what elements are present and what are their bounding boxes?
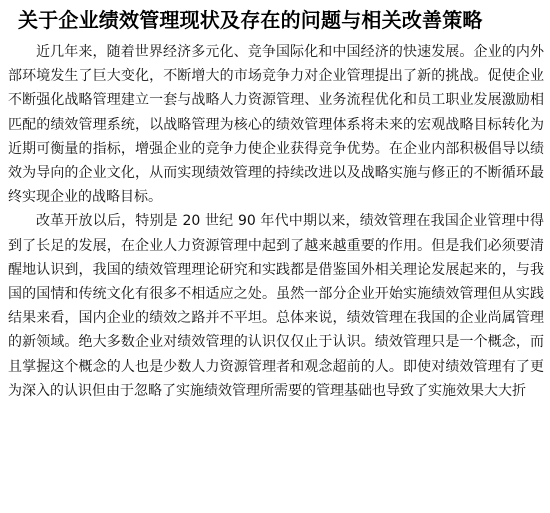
document-body	[8, 40, 544, 403]
paragraph-1: 近几年来，随着世界经济多元化、竞争国际化和中国经济的快速发展。企业的内外部环境发生了巨大变化，不断增大的市场竞争力对企业管理提出了新的挑战。促使企业不断强化战略管理建立一套与战略人力资源管理、业务流程优化和员工职业发展激励相匹配的绩效管理系统，以战略管理为核心的绩效管理体系将未来的宏观战略目标转化为近期可衡量的指标，增强企业的竞争力使企业获得竞争优势。在企业内部积极倡导以绩效为导向的企业文化，从而实现绩效管理的持续改进以及战略实施与修正的不断循环最终实现企业的战略目标。	[8, 44, 544, 206]
document-title: 关于企业绩效管理现状及存在的问题与相关改善策略	[18, 8, 483, 32]
paragraph-2: 改革开放以后，特别是 20 世纪 90 年代中期以来，绩效管理在我国企业管理中得到了长足的发展，在企业人力资源管理中起到了越来越重要的作用。但是我们必须要清醒地认识到，我国的绩效管理理论研究和实践都是借鉴国外相关理论发展起来的，与我国的国情和传统文化有很多不相适应之处。虽然一部分企业开始实施绩效管理但从实践结果来看，国内企业的绩效之路并不平坦。总体来说，绩效管理在我国的企业尚属管理的新领域。绝大多数企业对绩效管理的认识仅仅止于认识。绩效管理只是一个概念，而且掌握这个概念的人也是少数人力资源管理者和观念超前的人。即使对绩效管理有了更为深入的认识但由于忽略了实施绩效管理所需要的管理基础也导致了实施效果大大折	[8, 213, 544, 399]
